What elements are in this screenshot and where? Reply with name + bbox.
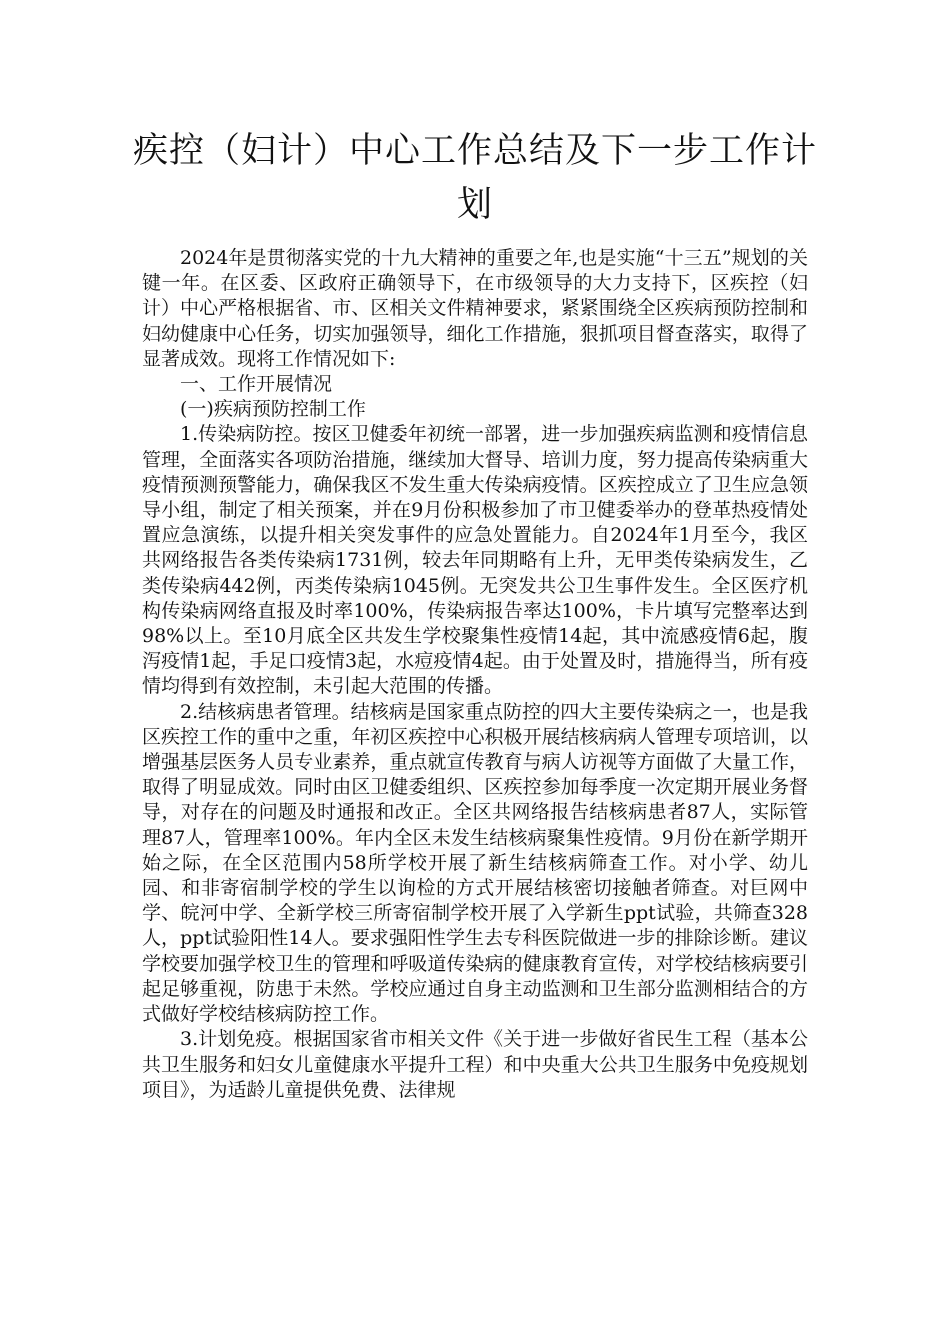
paragraph-intro: 2024年是贯彻落实党的十九大精神的重要之年,也是实施“十三五”规划的关键一年。在区委、区政府正确领导下，在市级领导的大力支持下，区疾控（妇计）中心严格根据省、市、区相关文件精神要求，紧紧围绕全区疾病预防控制和妇幼健康中心任务，切实加强领导，细化工作措施，狠抓项目督查落实，取得了显著成效。现将工作情况如下:	[142, 247, 808, 370]
paragraph-tuberculosis: 2.结核病患者管理。结核病是国家重点防控的四大主要传染病之一，也是我区疾控工作的重中之重，年初区疾控中心积极开展结核病病人管理专项培训，以增强基层医务人员专业素养，重点就宣传教育与病人访视等方面做了大量工作，取得了明显成效。同时由区卫健委组织、区疾控参加每季度一次定期开展业务督导，对存在的问题及时通报和改正。全区共网络报告结核病患者87人，实际管理87人，管理率100%。年内全区未发生结核病聚集性疫情。9月份在新学期开始之际，在全区范围内58所学校开展了新生结核病筛查工作。对小学、幼儿园、和非寄宿制学校的学生以询检的方式开展结核密切接触者筛查。对巨网中学、皖河中学、全新学校三所寄宿制学校开展了入学新生ppt试验，共筛查328人，ppt试验阳性14人。要求强阳性学生去专科医院做进一步的排除诊断。建议学校要加强学校卫生的管理和呼吸道传染病的健康教育宣传，对学校结核病要引起足够重视，防患于未然。学校应通过自身主动监测和卫生部分监测相结合的方式做好学校结核病防控工作。	[142, 700, 808, 1026]
paragraph-infectious-disease: 1.传染病防控。按区卫健委年初统一部署，进一步加强疾病监测和疫情信息管理，全面落实各项防治措施，继续加大督导、培训力度，努力提高传染病重大疫情预测预警能力，确保我区不发生重大传染病疫情。区疾控成立了卫生应急领导小组，制定了相关预案，并在9月份积极参加了市卫健委举办的登革热疫情处置应急演练，以提升相关突发事件的应急处置能力。自2024年1月至今，我区共网络报告各类传染病1731例，较去年同期略有上升，无甲类传染病发生，乙类传染病442例，丙类传染病1045例。无突发共公卫生事件发生。全区医疗机构传染病网络直报及时率100%，传染病报告率达100%，卡片填写完整率达到98%以上。至10月底全区共发生学校聚集性疫情14起，其中流感疫情6起，腹泻疫情1起，手足口疫情3起，水痘疫情4起。由于处置及时，措施得当，所有疫情均得到有效控制，未引起大范围的传播。	[142, 423, 808, 698]
document-body	[142, 246, 808, 1103]
document-title: 疾控（妇计）中心工作总结及下一步工作计划	[132, 131, 817, 225]
section-heading: 一、工作开展情况	[180, 373, 333, 396]
subsection-heading: (一)疾病预防控制工作	[180, 398, 366, 421]
paragraph-immunization: 3.计划免疫。根据国家省市相关文件《关于进一步做好省民生工程（基本公共卫生服务和妇女儿童健康水平提升工程）和中央重大公共卫生服务中免疫规划项目》，为适龄儿童提供免费、法律规	[142, 1028, 808, 1101]
